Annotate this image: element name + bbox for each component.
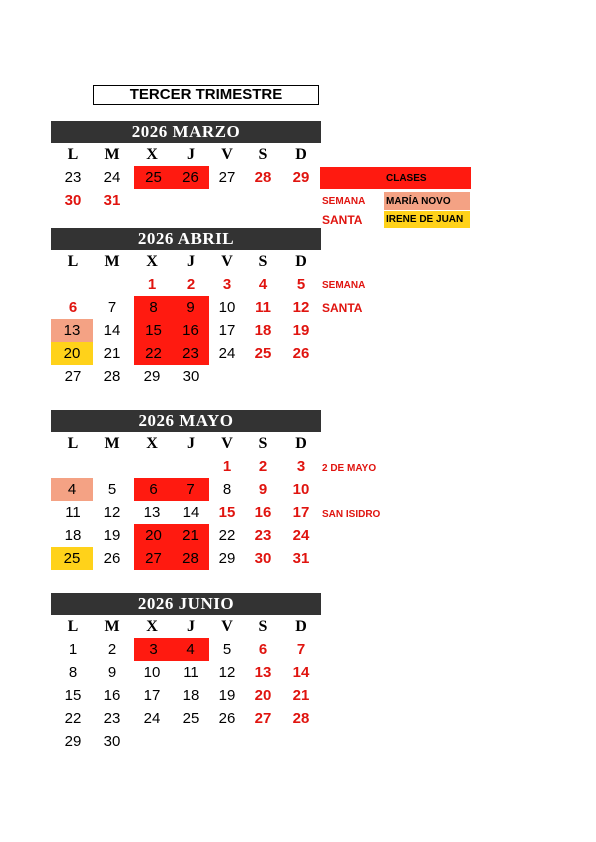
day-cell: 1 [222, 458, 232, 475]
legend-maria-novo: MARÍA NOVO [384, 192, 470, 210]
day-cell: 14 [182, 504, 200, 521]
day-cell: 3 [134, 638, 173, 661]
day-cell: 30 [64, 192, 82, 209]
weekday-label-domingo: D [295, 146, 307, 163]
month-header: 2026 MAYO [51, 410, 321, 432]
day-cell: 9 [172, 296, 209, 319]
day-cell: 27 [134, 547, 173, 570]
day-cell: 16 [172, 319, 209, 342]
day-cell: 16 [103, 687, 121, 704]
weekday-label-jueves: J [187, 435, 195, 452]
day-cell: 16 [254, 504, 272, 521]
day-cell: 13 [143, 504, 161, 521]
day-cell: 24 [103, 169, 121, 186]
day-cell: 23 [172, 342, 209, 365]
weekday-label-jueves: J [187, 253, 195, 270]
day-cell: 14 [292, 664, 310, 681]
day-cell: 23 [103, 710, 121, 727]
day-cell: 10 [143, 664, 161, 681]
day-cell: 25 [254, 345, 272, 362]
day-cell: 29 [292, 169, 310, 186]
day-cell: 3 [296, 458, 306, 475]
day-cell: 1 [68, 641, 78, 658]
day-cell: 20 [254, 687, 272, 704]
day-cell: 14 [103, 322, 121, 339]
day-cell: 10 [218, 299, 236, 316]
day-cell: 26 [292, 345, 310, 362]
week-row [51, 684, 321, 707]
day-cell: 25 [134, 166, 173, 189]
weekday-label-lunes: L [67, 253, 79, 270]
weekday-label-sabado: S [258, 435, 268, 452]
weekday-label-miercoles: X [146, 253, 158, 270]
week-row [51, 547, 321, 570]
day-cell: 5 [222, 641, 232, 658]
day-cell: 5 [296, 276, 306, 293]
day-cell: 5 [107, 481, 117, 498]
day-cell: 31 [292, 550, 310, 567]
note-abril-semana: SEMANA [322, 280, 366, 291]
day-cell: 15 [64, 687, 82, 704]
day-cell: 1 [147, 276, 157, 293]
day-cell: 30 [182, 368, 200, 385]
day-cell: 8 [68, 664, 78, 681]
day-cell: 17 [143, 687, 161, 704]
week-row [51, 501, 321, 524]
day-cell: 21 [103, 345, 121, 362]
day-cell: 15 [134, 319, 173, 342]
month-mayo [51, 410, 321, 570]
weekday-label-martes: M [104, 146, 120, 163]
month-header: 2026 ABRIL [51, 228, 321, 250]
note-abril-santa: SANTA [322, 301, 363, 315]
month-marzo [51, 121, 321, 212]
day-cell: 7 [107, 299, 117, 316]
day-cell: 12 [103, 504, 121, 521]
day-cell: 19 [218, 687, 236, 704]
day-cell: 22 [64, 710, 82, 727]
day-cell: 22 [218, 527, 236, 544]
legend-santa: SANTA [322, 213, 363, 227]
day-cell: 24 [143, 710, 161, 727]
week-row [51, 365, 321, 388]
weekday-label-martes: M [104, 435, 120, 452]
day-cell: 10 [292, 481, 310, 498]
day-cell: 29 [218, 550, 236, 567]
day-cell: 28 [172, 547, 209, 570]
day-cell: 13 [51, 319, 93, 342]
legend-semana: SEMANA [322, 196, 366, 207]
day-cell: 28 [292, 710, 310, 727]
weekday-label-sabado: S [258, 253, 268, 270]
weekday-label-viernes: V [221, 253, 233, 270]
day-cell: 23 [254, 527, 272, 544]
weekday-row [51, 250, 321, 273]
day-cell: 20 [51, 342, 93, 365]
day-cell: 11 [183, 664, 199, 681]
week-row [51, 661, 321, 684]
day-cell: 30 [103, 733, 121, 750]
day-cell: 28 [103, 368, 121, 385]
week-row [51, 455, 321, 478]
day-cell: 27 [218, 169, 236, 186]
weekday-label-domingo: D [295, 253, 307, 270]
day-cell: 11 [255, 299, 271, 316]
week-row [51, 730, 321, 753]
weekday-label-lunes: L [67, 146, 79, 163]
day-cell: 7 [296, 641, 306, 658]
note-dos-de-mayo: 2 DE MAYO [322, 463, 377, 474]
day-cell: 19 [103, 527, 121, 544]
weekday-label-lunes: L [67, 618, 79, 635]
weekday-label-viernes: V [221, 435, 233, 452]
month-junio [51, 593, 321, 753]
day-cell: 18 [64, 527, 82, 544]
day-cell: 17 [218, 322, 236, 339]
month-header: 2026 JUNIO [51, 593, 321, 615]
day-cell: 26 [218, 710, 236, 727]
weekday-label-sabado: S [258, 146, 268, 163]
day-cell: 7 [172, 478, 209, 501]
day-cell: 27 [254, 710, 272, 727]
day-cell: 4 [172, 638, 209, 661]
day-cell: 8 [222, 481, 232, 498]
month-header: 2026 MARZO [51, 121, 321, 143]
day-cell: 31 [103, 192, 121, 209]
day-cell: 26 [172, 166, 209, 189]
day-cell: 27 [64, 368, 82, 385]
weekday-label-jueves: J [187, 146, 195, 163]
day-cell: 26 [103, 550, 121, 567]
weekday-label-miercoles: X [146, 618, 158, 635]
day-cell: 6 [258, 641, 268, 658]
day-cell: 24 [218, 345, 236, 362]
day-cell: 30 [254, 550, 272, 567]
weekday-label-viernes: V [221, 618, 233, 635]
weekday-label-domingo: D [295, 435, 307, 452]
day-cell: 29 [64, 733, 82, 750]
week-row [51, 319, 321, 342]
trimester-title: TERCER TRIMESTRE [93, 85, 319, 105]
day-cell: 2 [258, 458, 268, 475]
day-cell: 21 [292, 687, 310, 704]
day-cell: 13 [254, 664, 272, 681]
weekday-label-viernes: V [221, 146, 233, 163]
day-cell: 11 [65, 504, 81, 521]
weekday-label-lunes: L [67, 435, 79, 452]
day-cell: 18 [182, 687, 200, 704]
week-row [51, 638, 321, 661]
day-cell: 17 [292, 504, 310, 521]
day-cell: 21 [172, 524, 209, 547]
week-row [51, 189, 321, 212]
day-cell: 2 [186, 276, 196, 293]
note-san-isidro: SAN ISIDRO [322, 509, 381, 520]
day-cell: 23 [64, 169, 82, 186]
weekday-label-miercoles: X [146, 146, 158, 163]
day-cell: 6 [68, 299, 78, 316]
day-cell: 25 [51, 547, 93, 570]
day-cell: 25 [182, 710, 200, 727]
day-cell: 19 [292, 322, 310, 339]
week-row [51, 707, 321, 730]
weekday-label-martes: M [104, 253, 120, 270]
day-cell: 12 [292, 299, 310, 316]
day-cell: 12 [218, 664, 236, 681]
day-cell: 6 [134, 478, 173, 501]
weekday-label-sabado: S [258, 618, 268, 635]
weekday-label-domingo: D [295, 618, 307, 635]
day-cell: 18 [254, 322, 272, 339]
day-cell: 20 [134, 524, 173, 547]
legend-irene-de-juan: IRENE DE JUAN [384, 211, 470, 228]
day-cell: 15 [218, 504, 236, 521]
weekday-row [51, 143, 321, 166]
day-cell: 22 [134, 342, 173, 365]
week-row [51, 296, 321, 319]
week-row [51, 273, 321, 296]
legend-clases: CLASES [320, 167, 471, 189]
week-row [51, 342, 321, 365]
weekday-row [51, 432, 321, 455]
week-row [51, 478, 321, 501]
weekday-row [51, 615, 321, 638]
day-cell: 8 [134, 296, 173, 319]
day-cell: 9 [107, 664, 117, 681]
day-cell: 3 [222, 276, 232, 293]
weekday-label-jueves: J [187, 618, 195, 635]
day-cell: 4 [258, 276, 268, 293]
day-cell: 2 [107, 641, 117, 658]
day-cell: 9 [258, 481, 268, 498]
day-cell: 24 [292, 527, 310, 544]
week-row [51, 166, 321, 189]
day-cell: 29 [143, 368, 161, 385]
week-row [51, 524, 321, 547]
day-cell: 4 [51, 478, 93, 501]
month-abril [51, 228, 321, 388]
weekday-label-miercoles: X [146, 435, 158, 452]
day-cell: 28 [254, 169, 272, 186]
weekday-label-martes: M [104, 618, 120, 635]
